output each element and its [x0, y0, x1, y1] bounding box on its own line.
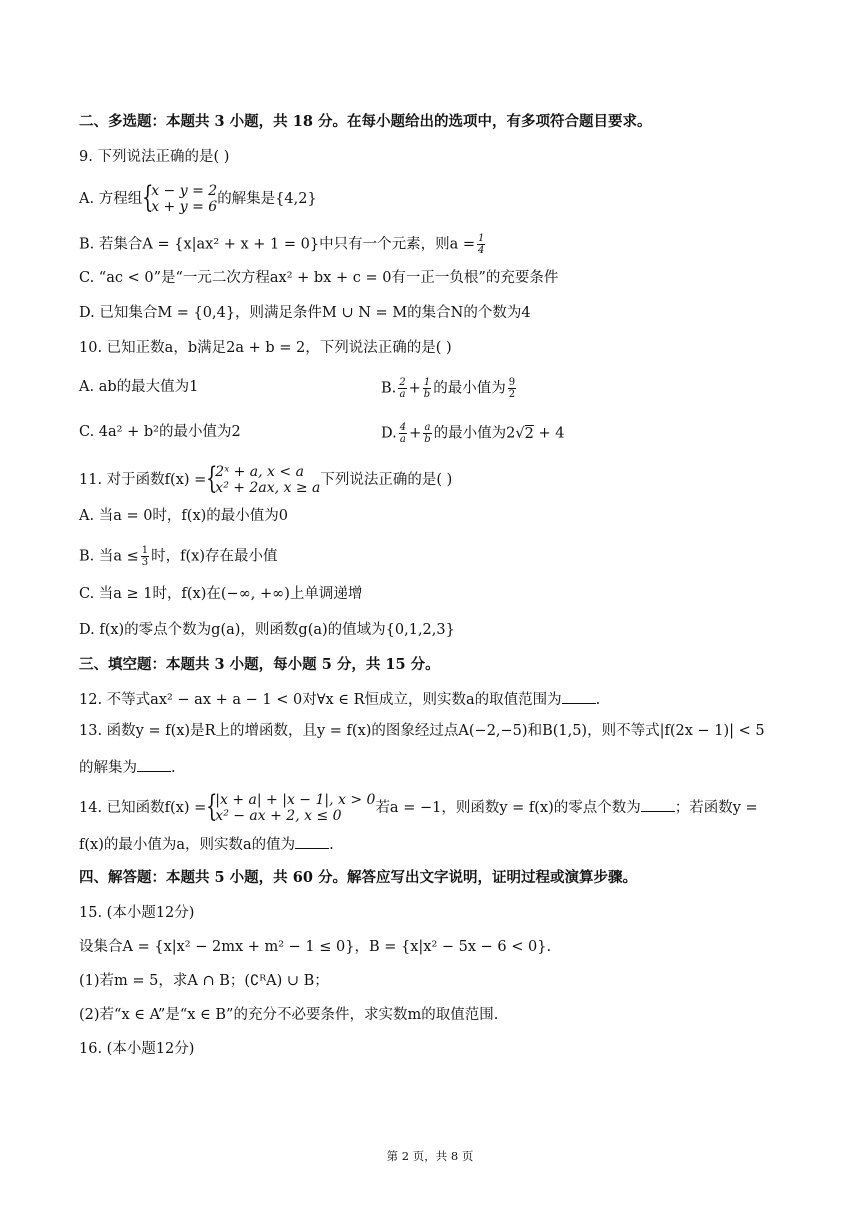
answer-blank	[295, 834, 329, 849]
page-footer: 第 2 页，共 8 页	[386, 1149, 474, 1163]
q10-stem: 10. 已知正数a，b满足2a + b = 2，下列说法正确的是( )	[79, 340, 452, 356]
q10-option-d: D. $\frac{4}{a}$ + $\frac{a}{b}$ 的最小值为2√2 + 4	[381, 422, 565, 445]
section-header-multi-choice: 二、多选题：本题共 3 小题，共 18 分。在每小题给出的选项中，有多项符合题目要求。	[79, 113, 652, 130]
q10-option-c: C. 4a² + b²的最小值为2	[79, 424, 241, 440]
equation-system: { x − y = 2 x + y = 6	[142, 180, 218, 215]
q9-option-b: B. 若集合A = {x|ax² + x + 1 = 0}中只有一个元素，则a = $\frac{1}{4}$	[79, 233, 485, 256]
q16-title: 16. (本小题12分)	[79, 1041, 195, 1057]
answer-blank	[641, 797, 675, 812]
q15-line3: (2)若“x ∈ A”是“x ∈ B”的充分不必要条件，求实数m的取值范围.	[79, 1007, 499, 1023]
q11-option-b: B. 当a ≤ $\frac{1}{3}$ 时，f(x)存在最小值	[79, 545, 278, 568]
q13-line1: 13. 函数y = f(x)是R上的增函数，且y = f(x)的图象经过点A(−2,−5)和B(1,5)，则不等式|f(2x − 1)| < 5	[79, 723, 765, 739]
q10-option-a: A. ab的最大值为1	[79, 379, 199, 395]
q9-option-c: C. “ac < 0”是“一元二次方程ax² + bx + c = 0有一正一负根”的充要条件	[79, 270, 559, 286]
fraction: $\frac{1}{4}$	[478, 233, 485, 256]
q12: 12. 不等式ax² − ax + a − 1 < 0对∀x ∈ R恒成立，则实数a的取值范围为 .	[79, 689, 600, 710]
q9-stem: 9. 下列说法正确的是( )	[79, 149, 230, 165]
q9-option-d: D. 已知集合M = {0,4}，则满足条件M ∪ N = M的集合N的个数为4	[79, 305, 531, 321]
q13-line2: 的解集为 .	[79, 757, 176, 778]
q15-title: 15. (本小题12分)	[79, 905, 195, 921]
piecewise-function: { 2ˣ + a, x < a x² + 2ax, x ≥ a	[206, 461, 321, 496]
q9-option-a: A. 方程组 { x − y = 2 x + y = 6 的解集是{4,2}	[79, 180, 317, 215]
piecewise-function: { |x + a| + |x − 1|, x > 0 x² − ax + 2, x ≤ 0	[206, 789, 376, 824]
section-header-solve: 四、解答题：本题共 5 小题，共 60 分。解答应写出文字说明，证明过程或演算步骤。	[79, 869, 637, 886]
answer-blank	[137, 757, 171, 772]
q11-stem: 11. 对于函数f(x) = { 2ˣ + a, x < a x² + 2ax, x ≥ a 下列说法正确的是( )	[79, 461, 453, 496]
section-header-fill-blank: 三、填空题：本题共 3 小题，每小题 5 分，共 15 分。	[79, 656, 440, 673]
answer-blank	[562, 689, 596, 704]
q14-line2: f(x)的最小值为a，则实数a的值为 .	[79, 834, 334, 855]
q10-option-b: B. $\frac{2}{a}$ + $\frac{1}{b}$ 的最小值为 $\frac{9}{2}$	[381, 377, 516, 400]
q11-option-c: C. 当a ≥ 1时，f(x)在(−∞, +∞)上单调递增	[79, 586, 363, 602]
q15-line2: (1)若m = 5，求A ∩ B；(∁ᴿA) ∪ B；	[79, 973, 329, 989]
q14-line1: 14. 已知函数f(x) = { |x + a| + |x − 1|, x > 0 x² − ax + 2, x ≤ 0 若a = −1，则函数y = f(x)的零点个数为 ；若函数y =	[79, 789, 758, 824]
q15-line1: 设集合A = {x|x² − 2mx + m² − 1 ≤ 0}，B = {x|x² − 5x − 6 < 0}.	[79, 939, 552, 955]
q11-option-a: A. 当a = 0时，f(x)的最小值为0	[79, 508, 289, 524]
q11-option-d: D. f(x)的零点个数为g(a)，则函数g(a)的值域为{0,1,2,3}	[79, 622, 455, 638]
